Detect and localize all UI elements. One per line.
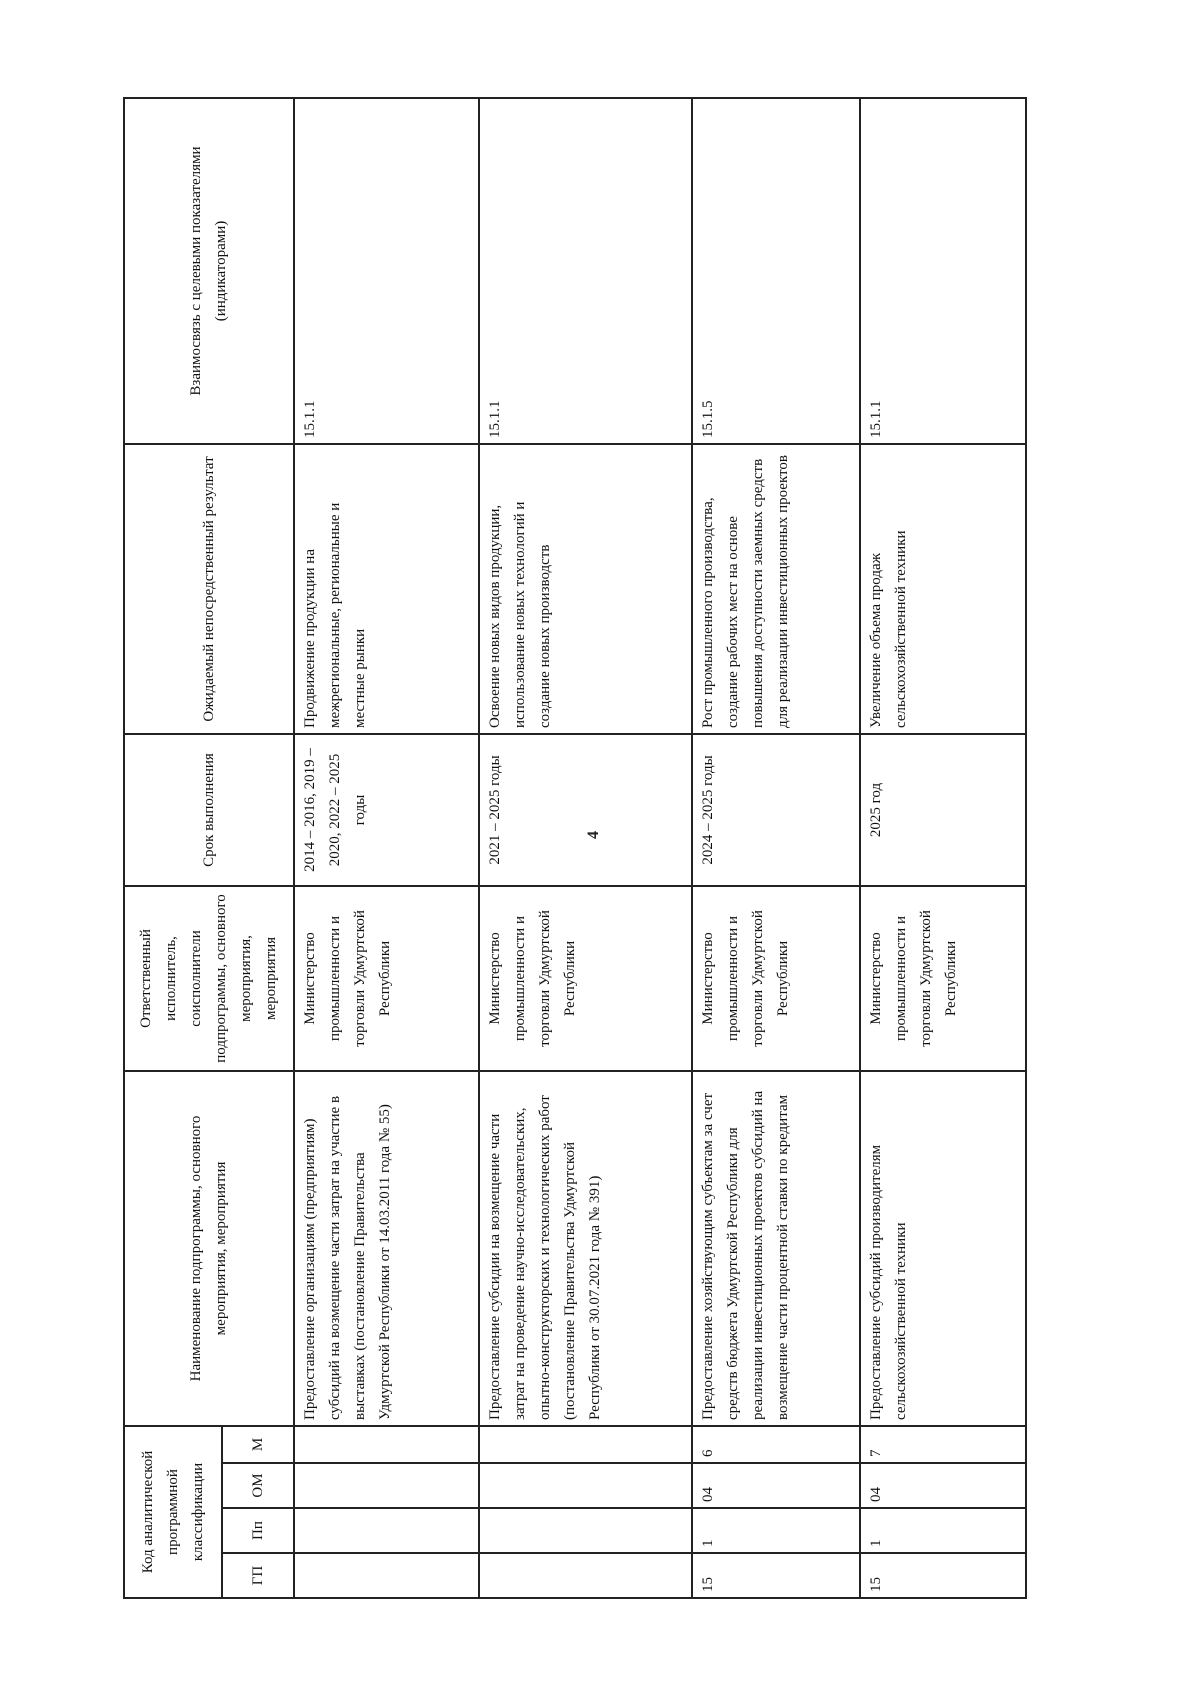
page-number: 4 — [585, 831, 602, 839]
cell-om: 04 — [860, 1463, 1026, 1508]
header-result: Ожидаемый непосредственный результат — [124, 444, 294, 734]
cell-name: Предоставление субсидий производителям сельскохозяйственной техники — [860, 1071, 1026, 1426]
cell-result: Освоение новых видов продукции, использование новых технологий и создание новых производств — [479, 444, 692, 734]
cell-result: Увеличение объема продаж сельскохозяйственной техники — [860, 444, 1026, 734]
cell-om — [294, 1463, 479, 1508]
cell-om: 04 — [692, 1463, 860, 1508]
cell-link: 15.1.1 — [294, 98, 479, 444]
cell-pp: 1 — [692, 1508, 860, 1553]
cell-pp: 1 — [860, 1508, 1026, 1553]
table-row — [294, 98, 479, 1598]
cell-term: 2014 – 2016, 2019 – 2020, 2022 – 2025 годы — [294, 734, 479, 886]
cell-gp: 15 — [860, 1553, 1026, 1598]
cell-name: Предоставление хозяйствующим субъектам за счет средств бюджета Удмуртской Республики для реализации инвестиционных проектов субсидий на возмещение части процентной ставки по кредитам — [692, 1071, 860, 1426]
cell-term: 2025 год — [860, 734, 1026, 886]
header-name: Наименование подпрограммы, основного мероприятия, мероприятия — [124, 1071, 294, 1426]
cell-m — [294, 1426, 479, 1463]
cell-pp — [479, 1508, 692, 1553]
program-table — [123, 97, 1027, 1599]
cell-link: 15.1.5 — [692, 98, 860, 444]
cell-m — [479, 1426, 692, 1463]
cell-executor: Министерство промышленности и торговли Удмуртской Республики — [860, 886, 1026, 1071]
rotated-table-container — [123, 99, 1025, 1599]
header-term: Срок выполнения — [124, 734, 294, 886]
cell-result: Рост промышленного производства, создание рабочих мест на основе повышения доступности заемных средств для реализации инвестиционных проектов — [692, 444, 860, 734]
cell-term: 2021 – 2025 годы — [479, 734, 692, 886]
cell-gp — [479, 1553, 692, 1598]
table-row — [692, 98, 860, 1598]
header-m: М — [222, 1426, 294, 1463]
header-om: ОМ — [222, 1463, 294, 1508]
header-link: Взаимосвязь с целевыми показателями (индикаторами) — [124, 98, 294, 444]
cell-m: 7 — [860, 1426, 1026, 1463]
cell-m: 6 — [692, 1426, 860, 1463]
cell-pp — [294, 1508, 479, 1553]
header-executor: Ответственный исполнитель, соисполнители подпрограммы, основного мероприятия, мероприятия — [124, 886, 294, 1071]
header-gp: ГП — [222, 1553, 294, 1598]
cell-link: 15.1.1 — [860, 98, 1026, 444]
cell-link: 15.1.1 — [479, 98, 692, 444]
cell-om — [479, 1463, 692, 1508]
cell-executor: Министерство промышленности и торговли Удмуртской Республики — [479, 886, 692, 1071]
cell-executor: Министерство промышленности и торговли Удмуртской Республики — [692, 886, 860, 1071]
cell-name: Предоставление субсидии на возмещение части затрат на проведение научно-исследовательских, опытно-конструкторских и технологических работ (постановление Правительства Удмуртской Республики от 30.07.2021 года № 391) — [479, 1071, 692, 1426]
header-code: Код аналитической программной классификации — [124, 1426, 222, 1598]
table-row — [860, 98, 1026, 1598]
cell-executor: Министерство промышленности и торговли Удмуртской Республики — [294, 886, 479, 1071]
table-row — [479, 98, 692, 1598]
cell-gp — [294, 1553, 479, 1598]
header-pp: Пп — [222, 1508, 294, 1553]
cell-term: 2024 – 2025 годы — [692, 734, 860, 886]
cell-gp: 15 — [692, 1553, 860, 1598]
cell-name: Предоставление организациям (предприятиям) субсидий на возмещение части затрат на участие в выставках (постановление Правительства Удмуртской Республики от 14.03.2011 года № 55) — [294, 1071, 479, 1426]
cell-result: Продвижение продукции на межрегиональные, региональные и местные рынки — [294, 444, 479, 734]
